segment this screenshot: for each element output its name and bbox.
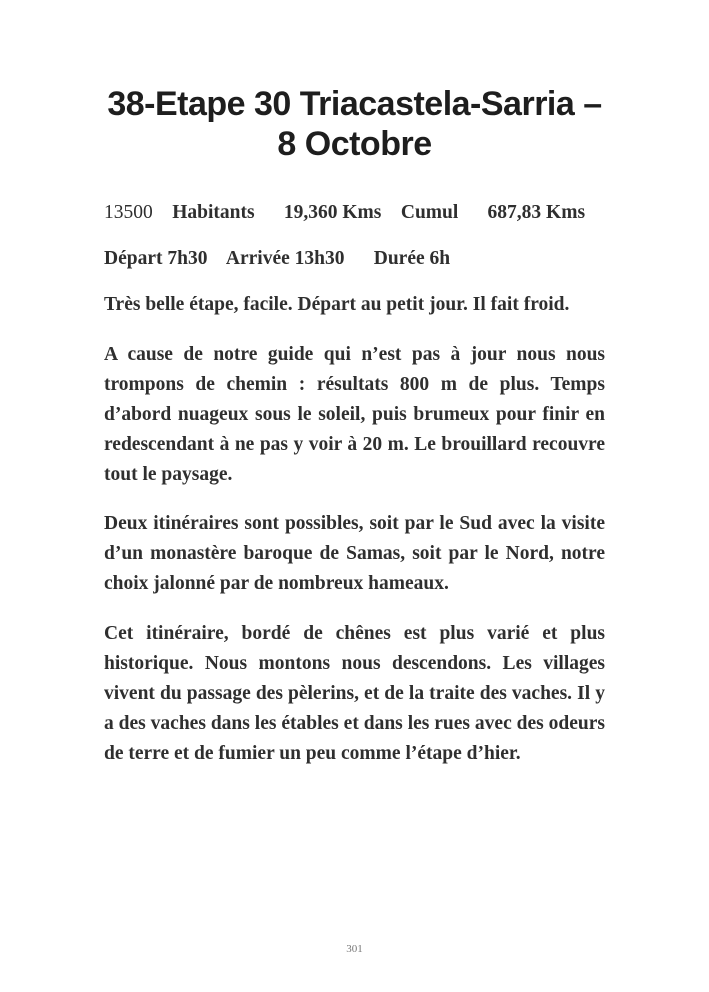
cumul-value: 687,83 Kms	[487, 202, 586, 223]
inhabitants-label: Habitants	[172, 202, 255, 223]
duration: Durée 6h	[373, 248, 451, 269]
stage-times	[104, 244, 605, 274]
paragraph-4: Cet itinéraire, bordé de chênes est plus varié et plus historique. Nous montons nous descendons. Les villages vivent du passage des pèlerins, et de la traite des vaches. Il y a des vaches dans les étables et dans les rues avec des odeurs de terre et de fumier un peu comme l’étape d’hier.	[104, 622, 605, 764]
page-number: 301	[346, 943, 363, 955]
arrival-time: Arrivée 13h30	[225, 248, 345, 269]
inhabitants-value: 13500	[104, 202, 153, 223]
stage-stats	[104, 198, 605, 228]
page-content	[104, 84, 605, 788]
paragraph-1: Très belle étape, facile. Départ au petit jour. Il fait froid.	[104, 294, 570, 315]
paragraph-3: Deux itinéraires sont possibles, soit par le Sud avec la visite d’un monastère baroque de Samas, soit par le Nord, notre choix jalonné par de nombreux hameaux.	[104, 513, 605, 594]
stage-distance: 19,360 Kms	[283, 202, 382, 223]
paragraph-2: A cause de notre guide qui n’est pas à jour nous nous trompons de chemin : résultats 800 m de plus. Temps d’abord nuageux sous le soleil, puis brumeux pour finir en redescendant à ne pas y voir à 20 m. Le brouillard recouvre tout le paysage.	[104, 343, 605, 485]
cumul-label: Cumul	[400, 202, 459, 223]
page-title: 38-Etape 30 Triacastela-Sarria – 8 Octobre	[107, 85, 602, 163]
depart-time: Départ 7h30	[104, 248, 208, 269]
